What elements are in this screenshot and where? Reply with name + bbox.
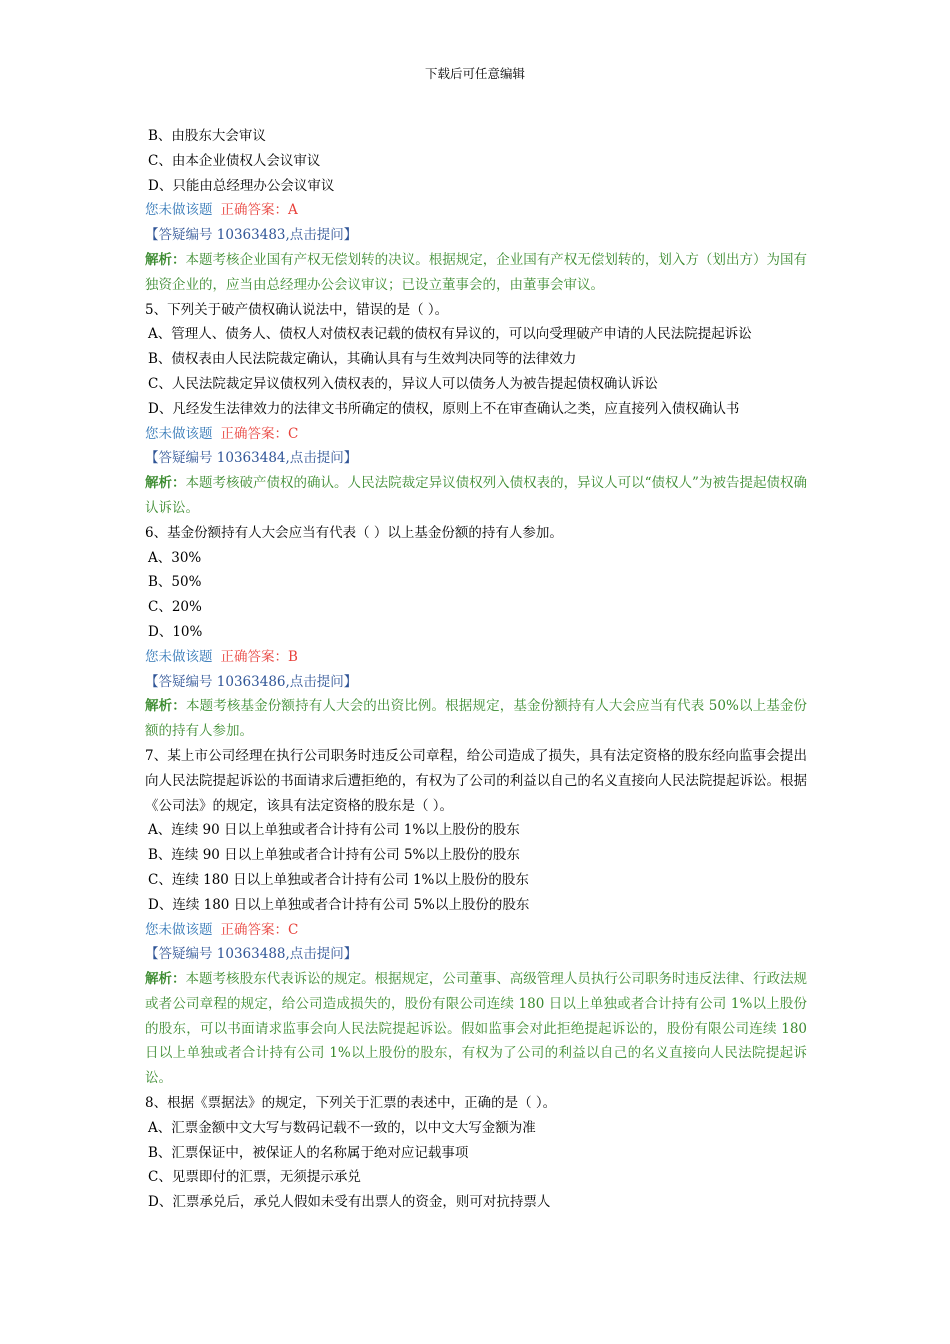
answer-option[interactable]: A、30% [148,549,202,566]
answer-status-row [145,422,807,447]
question-stem: 7、某上市公司经理在执行公司职务时违反公司章程，给公司造成了损失，具有法定资格的股东经向监事会提出向人民法院提起诉讼的书面请求后遭拒绝的，有权为了公司的利益以自己的名义直接向人民法院提起诉讼。根据《公司法》的规定，该具有法定资格的股东是（ ）。 [145,747,807,814]
analysis-text: 本题考核基金份额持有人大会的出资比例。根据规定，基金份额持有人大会应当有代表 50%以上基金份额的持有人参加。 [145,698,808,740]
page-header: 下载后可任意编辑 [424,66,525,81]
not-attempted-text: 您未做该题 [145,202,213,219]
not-attempted-text: 您未做该题 [145,648,213,665]
correct-answer-text: 正确答案：B [220,648,298,665]
ask-question-link[interactable]: 【答疑编号 10363484,点击提问】 [145,450,358,467]
analysis-text: 本题考核股东代表诉讼的规定。根据规定，公司董事、高级管理人员执行公司职务时违反法律、行政法规或者公司章程的规定，给公司造成损失的，股份有限公司连续 180 日以上单独或者合计持有公司 1%以上股份的股东，可以书面请求监事会向人民法院提起诉讼。假如监事会对此拒绝提起诉讼的，股份有限公司连续 180 日以上单独或者合计持有公司 1%以上股份的股东，有权为了公司的利益以自己的名义直接向人民法院提起诉讼。 [145,971,807,1087]
answer-option[interactable]: C、20% [148,599,202,616]
analysis-text: 本题考核企业国有产权无偿划转的决议。根据规定，企业国有产权无偿划转的，划入方（划出方）为国有独资企业的，应当由总经理办公会议审议；已设立董事会的，由董事会审议。 [145,251,807,293]
answer-option[interactable]: B、连续 90 日以上单独或者合计持有公司 5%以上股份的股东 [148,847,520,864]
answer-option[interactable]: C、连续 180 日以上单独或者合计持有公司 1%以上股份的股东 [148,871,529,888]
analysis-label: 解析： [145,475,186,492]
answer-option[interactable]: D、凡经发生法律效力的法律文书所确定的债权，原则上不在审查确认之类，应直接列入债权确认书 [148,400,740,417]
analysis-paragraph [145,967,807,1091]
analysis-paragraph [145,694,807,744]
correct-answer-text: 正确答案：C [220,425,299,442]
answer-option[interactable]: B、由股东大会审议 [148,128,266,144]
answer-option[interactable]: C、见票即付的汇票，无须提示承兑 [148,1169,361,1186]
analysis-paragraph [145,248,807,298]
answer-option[interactable]: D、10% [148,623,203,640]
question-stem: 6、基金份额持有人大会应当有代表（ ）以上基金份额的持有人参加。 [145,524,563,541]
answer-option[interactable]: C、由本企业债权人会议审议 [148,152,321,169]
answer-status-row [145,198,807,223]
not-attempted-text: 您未做该题 [145,425,213,442]
question-list [145,124,807,1215]
analysis-label: 解析： [145,251,186,268]
answer-option[interactable]: A、连续 90 日以上单独或者合计持有公司 1%以上股份的股东 [148,822,520,839]
correct-answer-text: 正确答案：A [220,202,298,219]
answer-status-row [145,645,807,670]
answer-option[interactable]: A、管理人、债务人、债权人对债权表记载的债权有异议的，可以向受理破产申请的人民法院提起诉讼 [148,326,752,343]
question-block [145,1091,807,1215]
question-block [145,124,807,298]
answer-status-row [145,918,807,943]
ask-question-link[interactable]: 【答疑编号 10363483,点击提问】 [145,227,358,244]
answer-option[interactable]: A、汇票金额中文大写与数码记载不一致的，以中文大写金额为准 [148,1119,536,1136]
correct-answer-text: 正确答案：C [220,921,299,938]
answer-option[interactable]: D、汇票承兑后，承兑人假如未受有出票人的资金，则可对抗持票人 [148,1194,551,1211]
answer-option[interactable]: D、连续 180 日以上单独或者合计持有公司 5%以上股份的股东 [148,896,530,913]
ask-question-link[interactable]: 【答疑编号 10363488,点击提问】 [145,946,358,963]
analysis-paragraph [145,471,807,521]
question-block [145,744,807,1091]
not-attempted-text: 您未做该题 [145,921,213,938]
answer-option[interactable]: B、汇票保证中，被保证人的名称属于绝对应记载事项 [148,1144,469,1161]
question-stem: 5、下列关于破产债权确认说法中，错误的是（ ）。 [145,301,449,318]
analysis-label: 解析： [145,698,186,715]
answer-option[interactable]: B、50% [148,574,202,591]
answer-option[interactable]: C、人民法院裁定异议债权列入债权表的，异议人可以债务人为被告提起债权确认诉讼 [148,375,658,392]
answer-option[interactable]: D、只能由总经理办公会议审议 [148,177,335,194]
answer-option[interactable]: B、债权表由人民法院裁定确认，其确认具有与生效判决同等的法律效力 [148,351,577,368]
ask-question-link[interactable]: 【答疑编号 10363486,点击提问】 [145,673,358,690]
question-stem: 8、根据《票据法》的规定，下列关于汇票的表述中，正确的是（ ）。 [145,1095,557,1112]
question-block [145,298,807,521]
analysis-text: 本题考核破产债权的确认。人民法院裁定异议债权列入债权表的，异议人可以“债权人”为被告提起债权确认诉讼。 [145,475,807,516]
question-block [145,521,807,744]
analysis-label: 解析： [145,971,186,988]
